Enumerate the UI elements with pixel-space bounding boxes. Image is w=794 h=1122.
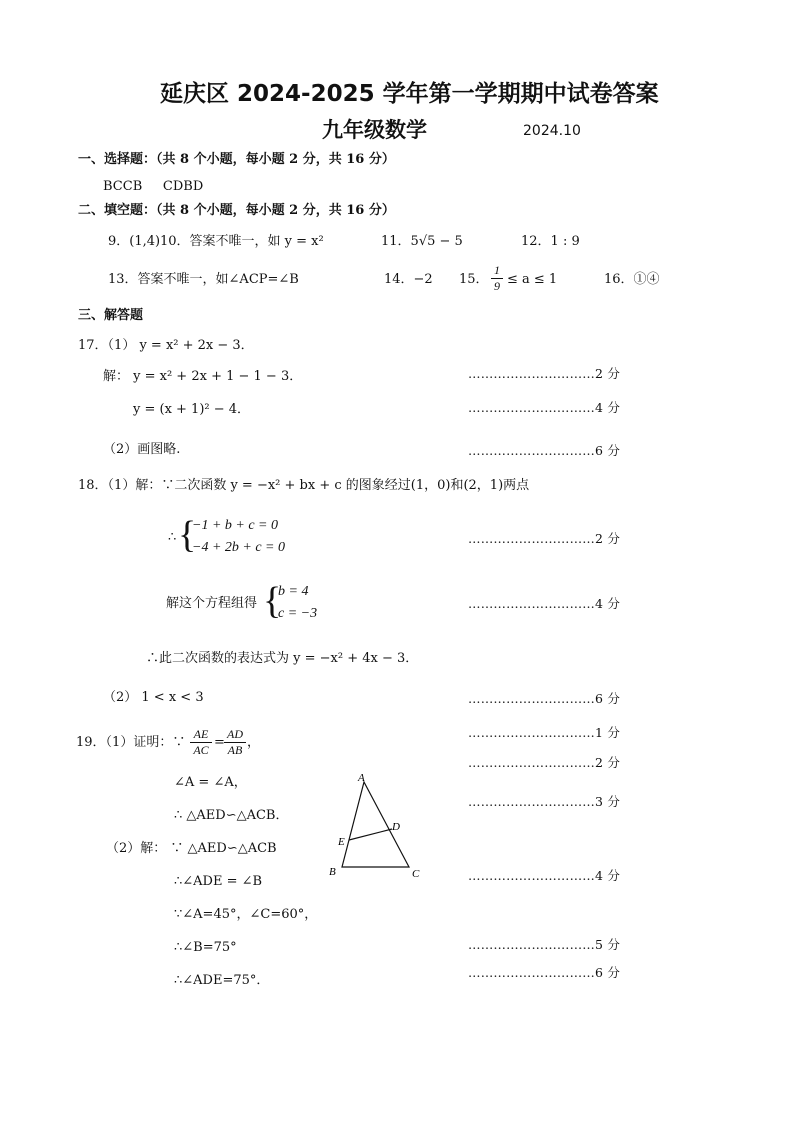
q19-step-angles: ∵∠A=45°，∠C=60°， — [174, 907, 318, 922]
answer-q16: 16．①④ — [604, 272, 660, 287]
q19-fraction-ad-ab — [224, 727, 246, 758]
label-e: E — [338, 836, 345, 848]
q18-part2: （2） 1 < x < 3 — [103, 690, 204, 705]
label-b: B — [329, 866, 336, 878]
score-q19-step4: …………………………4 分 — [468, 868, 621, 883]
q19-step-final: ∴∠ADE=75°． — [174, 973, 270, 988]
q18-c-value: c = −3 — [278, 606, 318, 621]
answer-q12: 12．1 : 9 — [521, 234, 580, 249]
score-q18-part2: …………………………6 分 — [468, 691, 621, 706]
q17-part1: 17．（1） y = x² + 2x − 3． — [78, 338, 254, 353]
q17-step1: 解： y = x² + 2x + 1 − 1 − 3． — [103, 369, 303, 384]
q19-equals: = — [214, 735, 225, 750]
q19-angle-equal: ∠A = ∠A， — [174, 775, 247, 790]
score-q19-step5: …………………………5 分 — [468, 937, 621, 952]
answer-q15-fraction — [491, 263, 503, 294]
answer-q14: 14．−2 — [384, 272, 433, 287]
q19-f1-denominator: AC — [190, 742, 212, 758]
score-q18-system: …………………………2 分 — [468, 531, 621, 546]
q18-brace-1: { — [178, 514, 197, 556]
q19-f2-denominator: AB — [224, 742, 246, 758]
q18-b-value: b = 4 — [278, 584, 309, 599]
score-q19-step3: …………………………3 分 — [468, 794, 621, 809]
q19-step-ade: ∴∠ADE = ∠B — [174, 874, 263, 889]
triangle-figure — [320, 768, 440, 883]
segment-ed — [349, 829, 392, 840]
q17-step2: y = (x + 1)² − 4． — [133, 402, 251, 417]
q18-eq2: −4 + 2b + c = 0 — [192, 540, 286, 555]
score-q19-step6: …………………………6 分 — [468, 965, 621, 980]
section3-heading: 三、解答题 — [78, 308, 144, 323]
q18-solve-label: 解这个方程组得 — [166, 596, 258, 611]
q18-part1: 18．（1）解：∵二次函数 y = −x² + bx + c 的图象经过(1，0)和(2，1)两点 — [78, 478, 530, 493]
section1-heading: 一、选择题：（共 8 个小题，每小题 2 分，共 16 分） — [78, 152, 395, 167]
q19-step-b: ∴∠B=75° — [174, 940, 237, 955]
score-q19-step2: …………………………2 分 — [468, 755, 621, 770]
page-subtitle: 九年级数学 — [322, 118, 427, 142]
score-q19-step1: …………………………1 分 — [468, 725, 621, 740]
answer-q10: 10．答案不唯一，如 y = x² — [160, 234, 324, 249]
answer-q11: 11．5√5 − 5 — [381, 234, 463, 249]
q18-result: ∴此二次函数的表达式为 y = −x² + 4x − 3． — [146, 651, 419, 666]
score-q17-step2: …………………………4 分 — [468, 400, 621, 415]
q18-brace-2: { — [263, 580, 282, 622]
q15-denominator: 9 — [491, 278, 503, 294]
score-q18-solve: …………………………4 分 — [468, 596, 621, 611]
answer-q13: 13．答案不唯一，如∠ACP=∠B — [108, 272, 299, 287]
q19-part2: （2）解： ∵ △AED∽△ACB — [106, 841, 277, 856]
score-q17-part2: …………………………6 分 — [468, 443, 621, 458]
answer-q15-label: 15． — [459, 272, 489, 287]
label-a: A — [358, 772, 365, 784]
answer-q9: 9．(1,4) — [108, 234, 161, 249]
answer-q15-range: ≤ a ≤ 1 — [507, 272, 558, 287]
q19-similar: ∴ △AED∽△ACB． — [174, 808, 289, 823]
label-d: D — [392, 821, 400, 833]
q19-comma: ， — [247, 735, 261, 750]
q17-part2: （2）画图略. — [103, 442, 181, 457]
q19-f2-numerator: AD — [227, 727, 243, 741]
q15-numerator: 1 — [494, 263, 500, 277]
q19-f1-numerator: AE — [193, 727, 209, 741]
q18-eq1: −1 + b + c = 0 — [192, 518, 279, 533]
q19-part1-label: 19．（1）证明：∵ — [76, 735, 186, 750]
section2-heading: 二、填空题：（共 8 个小题，每小题 2 分，共 16 分） — [78, 203, 395, 218]
exam-date: 2024.10 — [523, 123, 581, 139]
label-c: C — [412, 868, 420, 880]
score-q17-step1: …………………………2 分 — [468, 366, 621, 381]
q18-therefore: ∴ — [168, 530, 177, 545]
page-title: 延庆区 2024-2025 学年第一学期期中试卷答案 — [160, 81, 659, 107]
q19-fraction-ae-ac — [190, 727, 212, 758]
choice-answers: BCCB CDBD — [103, 179, 204, 194]
